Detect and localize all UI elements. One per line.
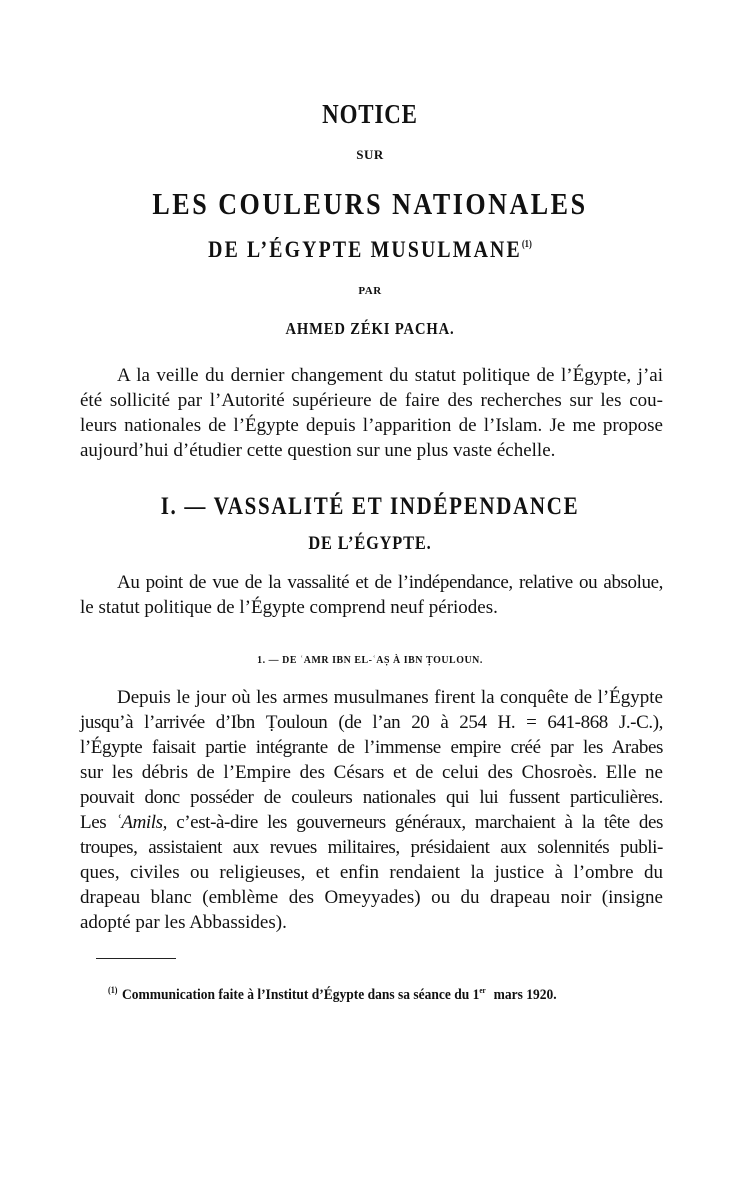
intro-paragraph xyxy=(80,363,663,463)
author-name: AHMED ZÉKI PACHA. xyxy=(285,319,455,338)
footnote-text: Communication faite à l’Institut d’Égypte dans sa séance du 1 xyxy=(121,987,480,1003)
footnote-divider xyxy=(96,958,176,959)
paragraph-line: drapeau blanc (emblème des Omeyyades) ou du drapeau noir (insigne xyxy=(80,887,663,908)
paragraph-line: le statut politique de l’Égypte comprend neuf périodes. xyxy=(80,597,498,618)
paragraph-line: ques, civiles ou religieuses, et enfin rendaient la justice à l’ombre du xyxy=(80,862,663,883)
title-subtitle xyxy=(52,237,688,263)
section-heading-continued: DE L’ÉGYPTE. xyxy=(308,533,432,554)
paragraph-line: adopté par les Abbassides). xyxy=(80,912,287,933)
footnote-text-end: mars 1920. xyxy=(490,987,557,1003)
footnote-ref: (1) xyxy=(521,239,532,250)
line-rest: c’est-à-dire les gouverneurs généraux, marchaient à la tête des xyxy=(167,812,663,833)
title-main: LES COULEURS NATIONALES xyxy=(152,186,588,221)
section-paragraph xyxy=(80,570,663,620)
paragraph-line: jusqu’à l’arrivée d’Ibn Ṭouloun (de l’an 20 à 254 H. = 641-868 J.-C.), xyxy=(80,712,663,733)
paragraph-line: pouvait donc posséder de couleurs nationales qui lui fussent particulières. xyxy=(80,787,663,808)
paragraph-line: sur les débris de l’Empire des Césars et de celui des Chosroès. Elle ne xyxy=(80,762,663,783)
paragraph-line: A la veille du dernier changement du statut politique de l’Égypte, j’ai xyxy=(117,365,663,386)
subsection-heading: 1. — DE ʿAMR IBN EL-ʿAṢ À IBN ṬOULOUN. xyxy=(257,654,483,666)
footnote xyxy=(108,985,557,1004)
paragraph-line: Au point de vue de la vassalité et de l’indépendance, relative ou absolue, xyxy=(117,572,663,593)
paragraph-line: leurs nationales de l’Égypte depuis l’apparition de l’Islam. Je me propose xyxy=(80,415,663,436)
footnote-ordinal: er xyxy=(479,986,486,995)
italic-term: ʿAmils, xyxy=(115,812,167,833)
subtitle-text: DE L’ÉGYPTE MUSULMANE xyxy=(208,237,522,262)
section-heading: I. — VASSALITÉ ET INDÉPENDANCE xyxy=(160,493,580,520)
paragraph-line: aujourd’hui d’étudier cette question sur une plus vaste échelle. xyxy=(80,440,556,461)
title-sur: SUR xyxy=(356,147,384,162)
title-by: PAR xyxy=(358,285,382,297)
paragraph-line xyxy=(80,810,663,835)
paragraph-line: Depuis le jour où les armes musulmanes firent la conquête de l’Égypte xyxy=(117,687,663,708)
paragraph-line: troupes, assistaient aux revues militaires, présidaient aux solennités publi- xyxy=(80,837,663,858)
subsection-paragraph xyxy=(80,685,663,935)
line-start: Les xyxy=(80,812,116,833)
footnote-mark: (1) xyxy=(108,985,118,995)
paragraph-line: l’Égypte faisait partie intégrante de l’immense empire créé par les Arabes xyxy=(80,737,663,758)
title-notice: NOTICE xyxy=(322,99,418,129)
paragraph-line: été sollicité par l’Autorité supérieure de faire des recherches sur les cou- xyxy=(80,390,663,411)
